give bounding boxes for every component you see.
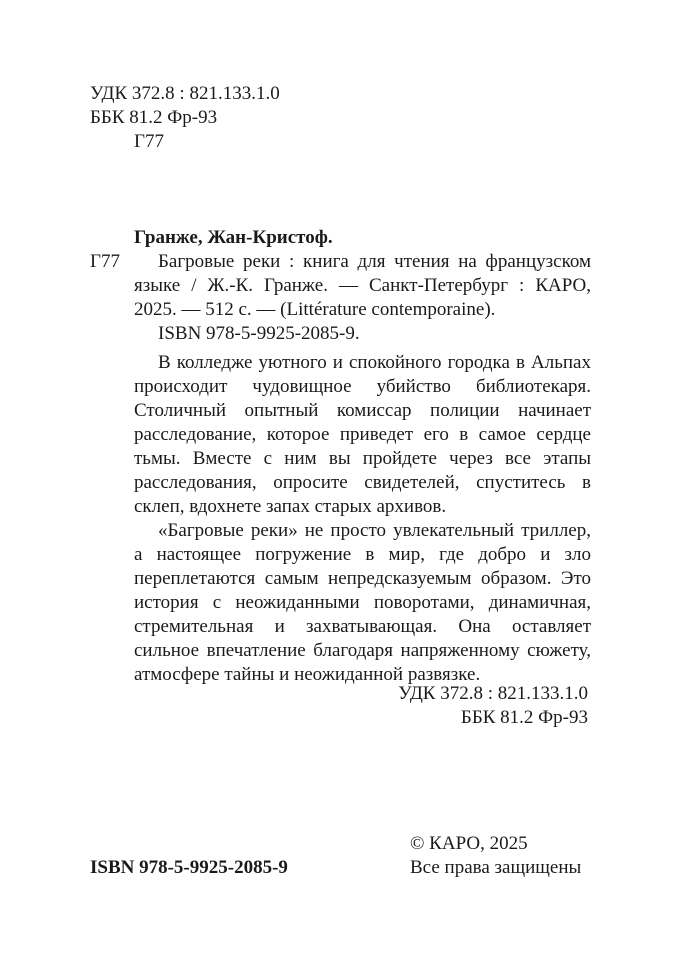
record-isbn: ISBN 978-5-9925-2085-9. [158, 323, 360, 344]
record-author-mark: Г77 [90, 251, 120, 272]
header-author-mark: Г77 [134, 131, 164, 152]
header-bbk: ББК 81.2 Фр-93 [90, 107, 218, 128]
annotation-paragraph-1: В колледже уютного и спокойного городка в Альпах происходит чудовищное убийство библиотекаря. Столичный опытный комиссар полиции начинает расследование, которое приведет его в самое сердце тьмы. Вместе с ним вы пройдете через все этапы расследования, опросите свидетелей, спуститесь в склеп, вдохнете запах старых архивов. [134, 352, 591, 517]
header-udk: УДК 372.8 : 821.133.1.0 [90, 83, 280, 104]
copyright: © КАРО, 2025 [410, 833, 528, 854]
author-heading: Гранже, Жан-Кристоф. [134, 227, 333, 248]
footer-isbn: ISBN 978-5-9925-2085-9 [90, 857, 288, 878]
rights-reserved: Все права защищены [410, 857, 582, 878]
bibliographic-description: Багровые реки : книга для чтения на французском языке / Ж.-К. Гранже. — Санкт-Петербург : КАРО, 2025. — 512 с. — (Littérature contemporaine). [134, 251, 591, 320]
classification-udk: УДК 372.8 : 821.133.1.0 [398, 683, 588, 704]
classification-bbk: ББК 81.2 Фр-93 [460, 707, 588, 728]
annotation-paragraph-2: «Багровые реки» не просто увлекательный триллер, а настоящее погружение в мир, где добро и зло переплетаются самым непредсказуемым образом. Это история с неожиданными поворотами, динамичная, стремительная и захватывающая. Она оставляет сильное впечатление благодаря напряженному сюжету, атмосфере тайны и неожиданной развязке. [134, 520, 591, 685]
